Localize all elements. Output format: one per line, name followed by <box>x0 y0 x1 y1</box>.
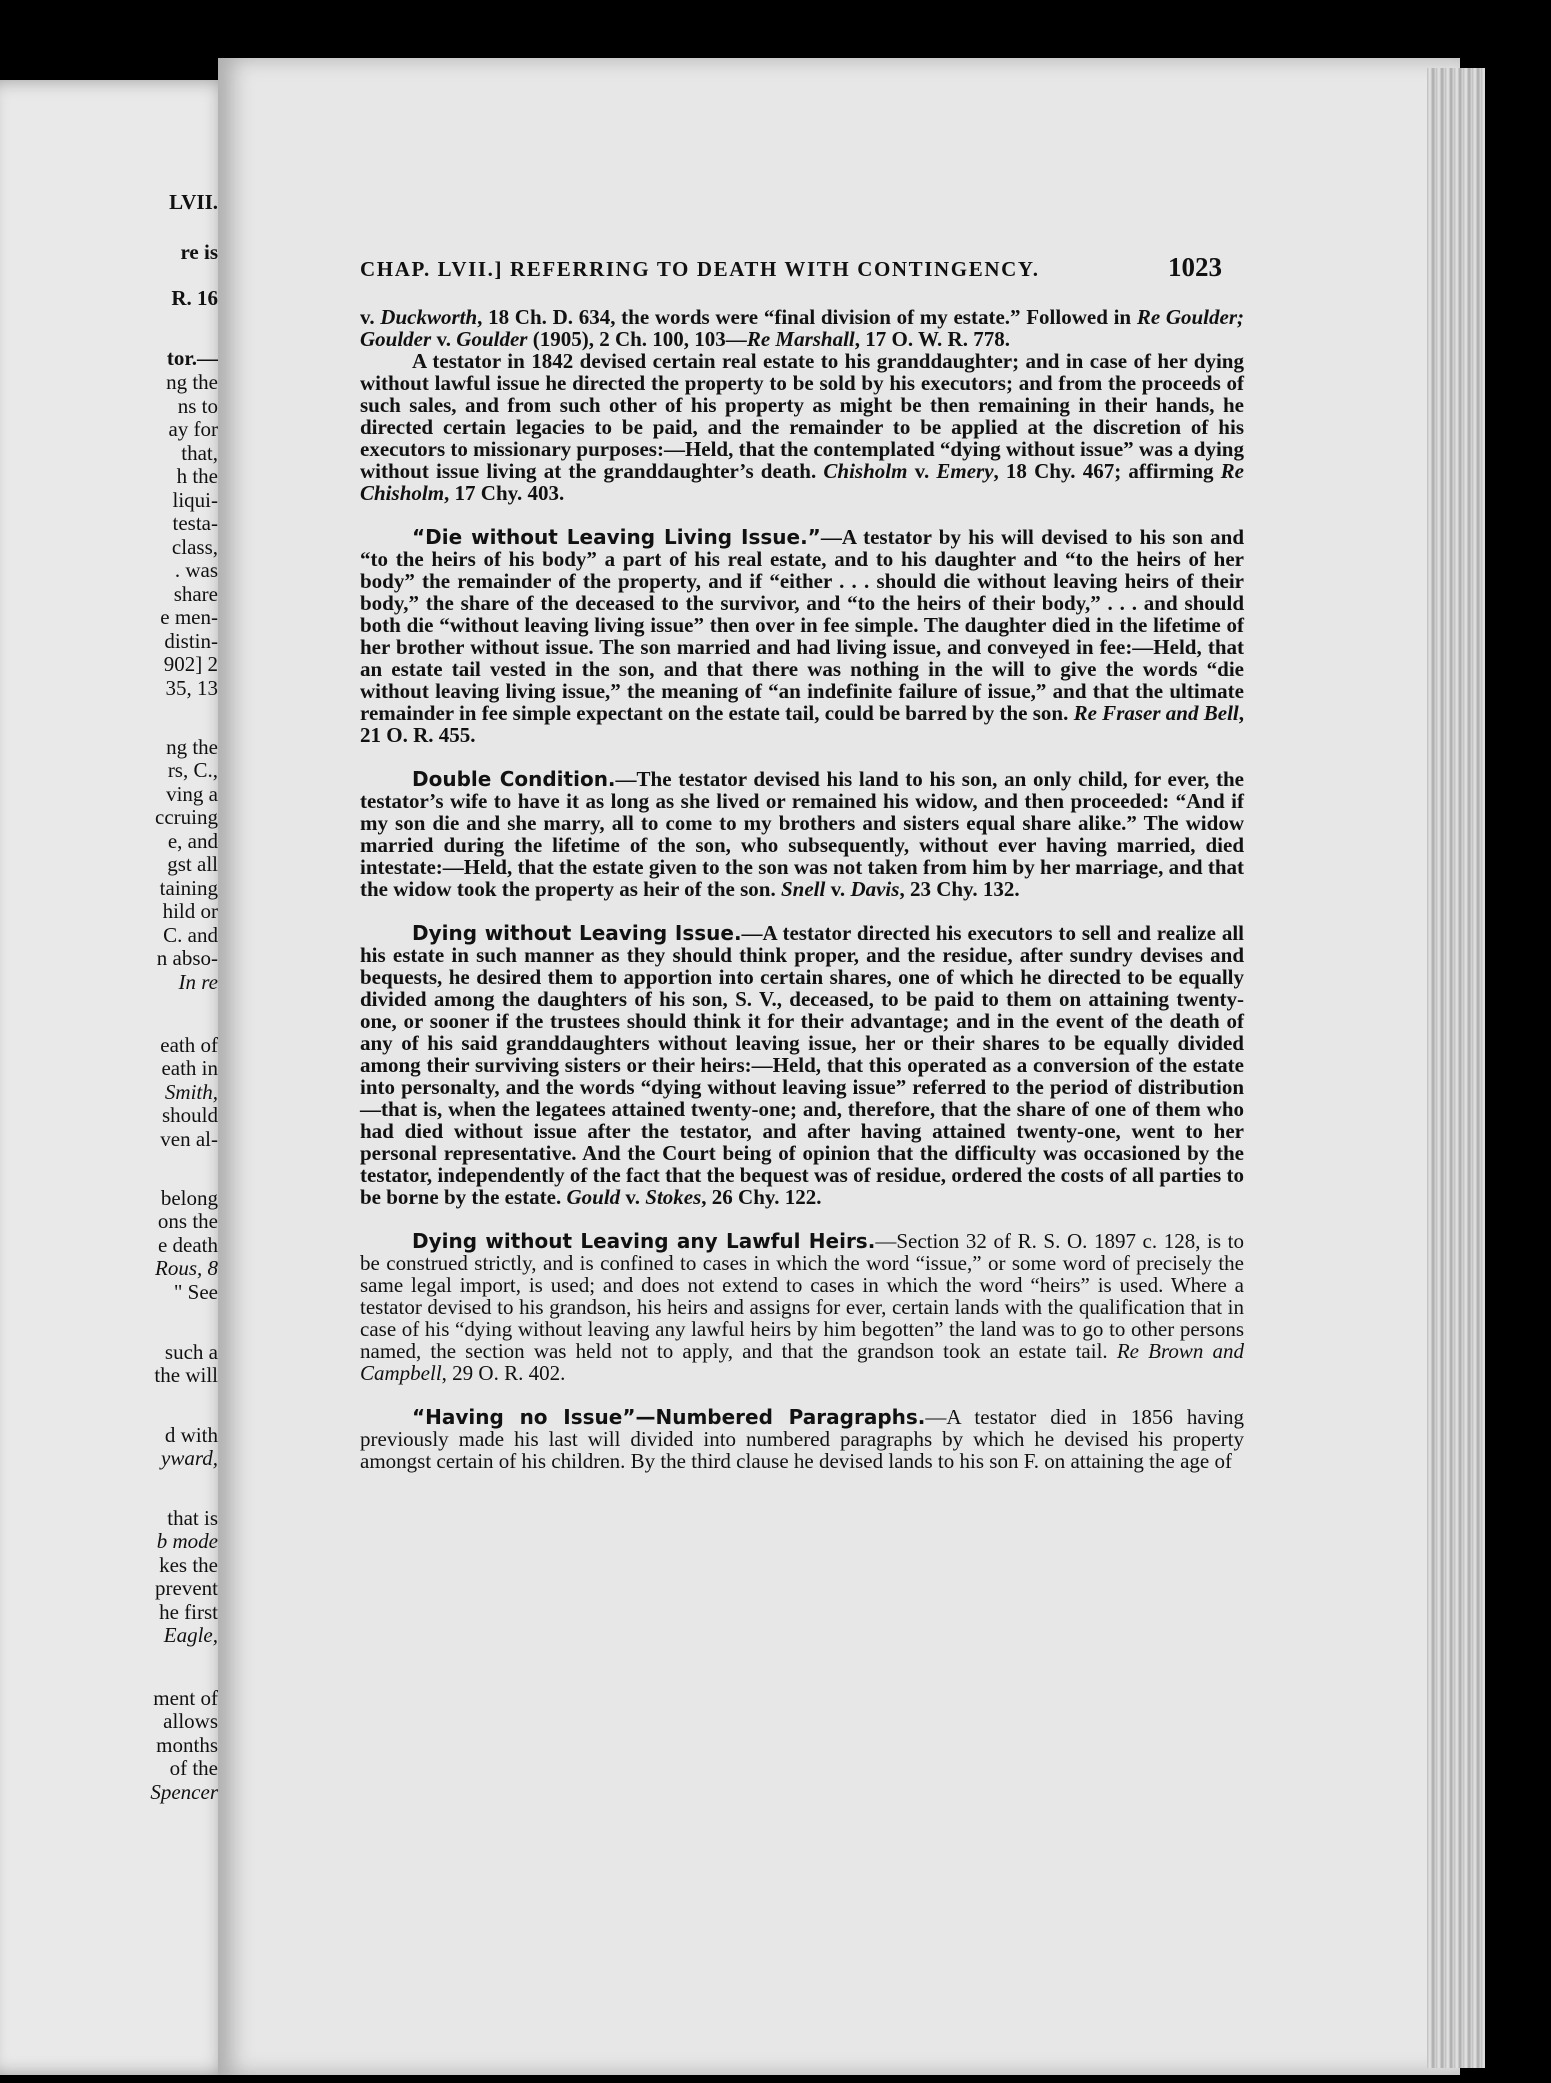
case-name: Emery <box>936 459 994 483</box>
left-page-line: tor.— <box>166 346 218 370</box>
case-name: Re Goulder; Goulder <box>360 305 1245 351</box>
page-edges <box>1427 68 1485 2068</box>
case-name: Re Fraser and Bell <box>1073 701 1239 725</box>
left-page-line: In re <box>178 970 218 994</box>
left-page-line: Eagle, <box>163 1623 218 1647</box>
left-page-line: he first <box>159 1600 218 1624</box>
left-page-line: LVII. <box>169 190 218 214</box>
left-page-line: that, <box>181 441 218 465</box>
case-name: Stokes <box>645 1185 702 1209</box>
left-page-line: ment of <box>153 1686 218 1710</box>
left-page-line: ving a <box>166 782 218 806</box>
paragraph-dying-without-leaving-issue: Dying without Leaving Issue.—A testator directed his executors to sell and realize all his estate in such manner as they should think proper, and the residue, after sundry devises and bequests, he desired them to apportion into certain shares, one of which he directed to be equally divided among the daughters of his son, S. V., deceased, to be paid to them on attaining twenty-one, or sooner if the trustees should think it for their advantage; and in the event of the death of any of his said granddaughters without leaving issue, her or their shares to be equally divided among their surviving sisters or their heirs:—Held, that this operated as a conversion of the estate into personalty, and the words “dying without leaving issue” referred to the period of distribution—that is, when the legatees attained twenty-one; and, therefore, that the share of one of them who had died without issue after the testator, and after having attained twenty-one, went to her personal representative. And the Court being of opinion that the difficulty was occasioned by the testator, independently of the fact that the bequest was of residue, ordered the costs of all parties to be borne by the estate. Gould v. Stokes, 26 Chy. 122. <box>360 921 1244 1209</box>
case-name: Snell <box>780 877 826 901</box>
left-page-line: of the <box>169 1756 218 1780</box>
left-page-line: 35, 13 <box>165 676 218 700</box>
paragraph-having-no-issue: “Having no Issue”—Numbered Paragraphs.—A testator died in 1856 having previously made his last will divided into numbered paragraphs by which he devised his property amongst certain of his children. By the third clause he devised lands to his son F. on attaining the age of <box>360 1405 1244 1473</box>
page-number: 1023 <box>1168 252 1222 282</box>
left-page-line: Smith, <box>164 1080 218 1104</box>
paragraph-double-condition: Double Condition.—The testator devised his land to his son, an only child, for ever, the testator’s wife to have it as long as she lived or remained his widow, and then proceeded: “And if my son die and she marry, all to come to my brothers and sisters equal share alike.” The widow married during the lifetime of the son, who subsequently, without ever having married, died intestate:—Held, that the estate given to the son was not taken from him by her marriage, and that the widow took the property as heir of the son. Snell v. Davis, 23 Chy. 132. <box>360 767 1245 901</box>
left-page-line: Spencer <box>150 1780 218 1804</box>
left-page-line: such a <box>164 1340 218 1364</box>
left-page-line: re is <box>180 240 218 264</box>
left-page-line: e men- <box>160 605 218 629</box>
left-page-line: hild or <box>162 899 218 923</box>
case-name: Re Brown and Campbell <box>360 1339 1244 1385</box>
left-page-line: should <box>161 1103 218 1127</box>
left-page-line: n abso- <box>156 946 218 970</box>
left-page-line: months <box>156 1733 218 1757</box>
left-page-line: taining <box>159 876 218 900</box>
left-page-line: the will <box>154 1363 218 1387</box>
paragraph-dying-without-lawful-heirs: Dying without Leaving any Lawful Heirs.—Section 32 of R. S. O. 1897 c. 128, is to be construed strictly, and is confined to cases in which the word “issue,” or some word of precisely the same legal import, is used; and does not extend to cases in which the word “heirs” is used. Where a testator devised to his grandson, his heirs and assigns for ever, certain lands with the qualification that in case of his “dying without leaving any lawful heirs by him begotten” the land was to go to other persons named, the section was held not to apply, and that the grandson took an estate tail. Re Brown and Campbell, 29 O. R. 402. <box>360 1229 1244 1385</box>
section-heading: Dying without Leaving Issue. <box>412 921 742 945</box>
paragraph-continuation: v. Duckworth, 18 Ch. D. 634, the words were “final division of my estate.” Followed in Re Goulder; Goulder v. Goulder (1905), 2 Ch. 100, 103—Re Marshall, 17 O. W. R. 778. <box>360 305 1245 351</box>
paragraph-die-without-leaving-living-issue: “Die without Leaving Living Issue.”—A testator by his will devised to his son and “to the heirs of his body” a part of his real estate, and to his daughter and “to the heirs of her body” the remainder of the property, and if “either . . . should die without leaving heirs of their body,” the share of the deceased to the survivor, and “to the heirs of their body,” . . . and should both die “without leaving living issue” then over in fee simple. The daughter died in the lifetime of her brother without issue. The son married and had living issue, and conveyed in fee:—Held, that an estate tail vested in the son, and that there was nothing in the will to give the words “die without leaving living issue,” the meaning of “an indefinite failure of issue,” and that the ultimate remainder in fee simple expectant on the estate tail, could be barred by the son. Re Fraser and Bell, 21 O. R. 455. <box>360 525 1245 747</box>
left-page-line: R. 16 <box>171 286 218 310</box>
case-name: Chisholm <box>823 459 908 483</box>
left-page-line: Rous, 8 <box>155 1256 218 1280</box>
left-page-line: ns to <box>177 394 218 418</box>
left-page-line: gst all <box>167 852 218 876</box>
text-body <box>360 306 1244 1472</box>
case-name: Gould <box>566 1185 621 1209</box>
section-heading: “Having no Issue”—Numbered Paragraphs. <box>412 1405 926 1429</box>
left-page-line: 902] 2 <box>163 652 218 676</box>
left-page-line: class, <box>171 535 218 559</box>
left-page-line: that is <box>167 1506 218 1530</box>
left-page-line: allows <box>163 1709 218 1733</box>
running-title: CHAP. LVII.] REFERRING TO DEATH WITH CONTINGENCY. <box>360 257 1040 281</box>
left-page-line: ccruing <box>155 805 218 829</box>
facing-page-left <box>0 80 232 2075</box>
left-page-line: rs, C., <box>167 758 218 782</box>
left-page-line: ng the <box>166 735 218 759</box>
left-page-line: e death <box>157 1233 218 1257</box>
left-page-line: ng the <box>166 370 218 394</box>
case-name: Duckworth <box>380 305 478 329</box>
left-page-line: ay for <box>168 417 218 441</box>
section-heading: Double Condition. <box>412 767 616 791</box>
left-page-line: . was <box>174 558 218 582</box>
left-page-line: ons the <box>157 1209 218 1233</box>
paragraph-chisholm: A testator in 1842 devised certain real estate to his granddaughter; and in case of her dying without lawful issue he directed the property to be sold by his executors; and from the proceeds of such sales, and from such other of his property as might be then remaining in their hands, he directed certain legacies to be paid, and the remainder to be applied at the discretion of his executors to missionary purposes:—Held, that the contemplated “dying without issue” was a dying without issue living at the granddaughter’s death. Chisholm v. Emery, 18 Chy. 467; affirming Re Chisholm, 17 Chy. 403. <box>360 349 1244 505</box>
case-name: Davis <box>850 877 900 901</box>
left-page-line: C. and <box>163 923 218 947</box>
running-header <box>360 252 1222 283</box>
left-page-line: " See <box>173 1280 218 1304</box>
left-page-line: eath in <box>161 1056 218 1080</box>
left-page-line: distin- <box>164 629 218 653</box>
left-page-line: d with <box>164 1423 218 1447</box>
case-name: Re Chisholm <box>360 459 1244 505</box>
left-page-line: h the <box>176 464 218 488</box>
left-page-line: kes the <box>159 1553 218 1577</box>
left-page-line: share <box>173 582 218 606</box>
case-name: Goulder <box>456 327 528 351</box>
left-page-line: ven al- <box>160 1127 218 1151</box>
section-heading: “Die without Leaving Living Issue.” <box>412 525 821 549</box>
left-page-line: yward, <box>161 1446 218 1470</box>
left-page-line: b mode <box>156 1529 218 1553</box>
left-page-line: e, and <box>167 829 218 853</box>
section-heading: Dying without Leaving any Lawful Heirs. <box>412 1229 876 1253</box>
case-name: Re Marshall <box>746 327 855 351</box>
left-page-line: testa- <box>172 511 218 535</box>
left-page-line: prevent <box>155 1576 218 1600</box>
left-page-line: liqui- <box>172 488 218 512</box>
left-page-line: eath of <box>160 1033 218 1057</box>
left-page-line: belong <box>160 1186 218 1210</box>
